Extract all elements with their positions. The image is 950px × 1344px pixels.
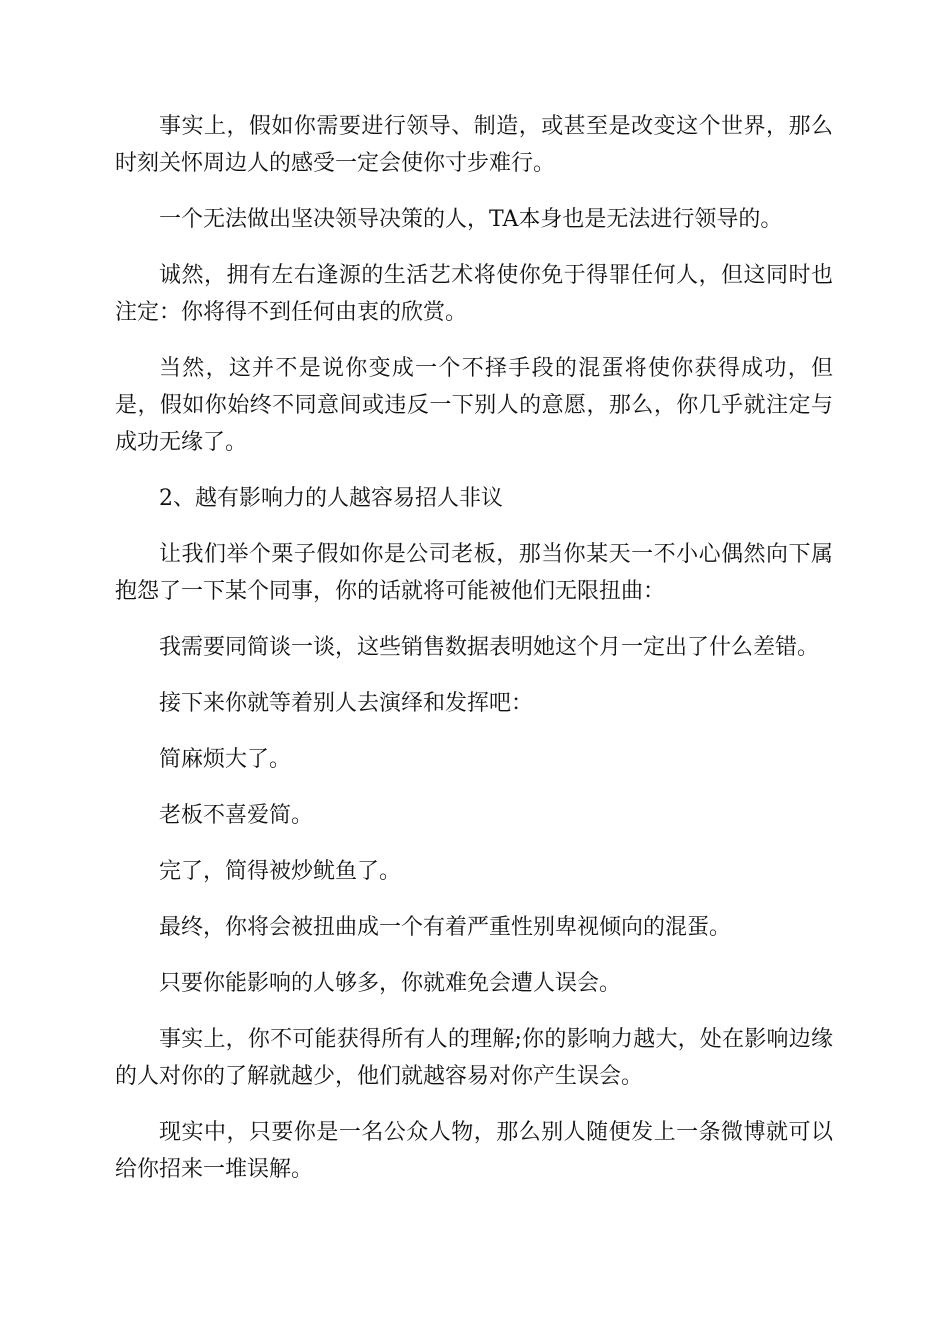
paragraph: 现实中，只要你是一名公众人物，那么别人随便发上一条微博就可以给你招来一堆误解。 — [115, 1120, 833, 1182]
paragraph: 最终，你将会被扭曲成一个有着严重性别卑视倾向的混蛋。 — [159, 915, 732, 940]
paragraph: 只要你能影响的人够多，你就难免会遭人误会。 — [159, 971, 622, 996]
paragraph: 诚然，拥有左右逢源的生活艺术将使你免于得罪任何人，但这同时也注定：你将得不到任何由衷的欣赏。 — [115, 263, 833, 325]
document-body — [115, 108, 833, 1207]
paragraph: 老板不喜爱简。 — [159, 803, 314, 828]
paragraph: 接下来你就等着别人去演绎和发挥吧： — [159, 691, 534, 716]
paragraph: 一个无法做出坚决领导决策的人，TA本身也是无法进行领导的。 — [159, 207, 783, 232]
paragraph: 我需要同简谈一谈，这些销售数据表明她这个月一定出了什么差错。 — [159, 635, 820, 660]
paragraph: 完了，简得被炒鱿鱼了。 — [159, 859, 402, 884]
paragraph: 事实上，假如你需要进行领导、制造，或甚至是改变这个世界，那么时刻关怀周边人的感受一定会使你寸步难行。 — [115, 114, 833, 176]
paragraph: 让我们举个栗子假如你是公司老板，那当你某天一不小心偶然向下属抱怨了一下某个同事，你的话就将可能被他们无限扭曲： — [115, 542, 833, 604]
paragraph: 当然，这并不是说你变成一个不择手段的混蛋将使你获得成功，但是，假如你始终不同意间或违反一下别人的意愿，那么，你几乎就注定与成功无缘了。 — [115, 356, 833, 455]
paragraph: 事实上，你不可能获得所有人的理解;你的影响力越大，处在影响边缘的人对你的了解就越少，他们就越容易对你产生误会。 — [115, 1027, 833, 1089]
paragraph: 简麻烦大了。 — [159, 747, 292, 772]
section-heading: 2、越有影响力的人越容易招人非议 — [159, 486, 503, 511]
